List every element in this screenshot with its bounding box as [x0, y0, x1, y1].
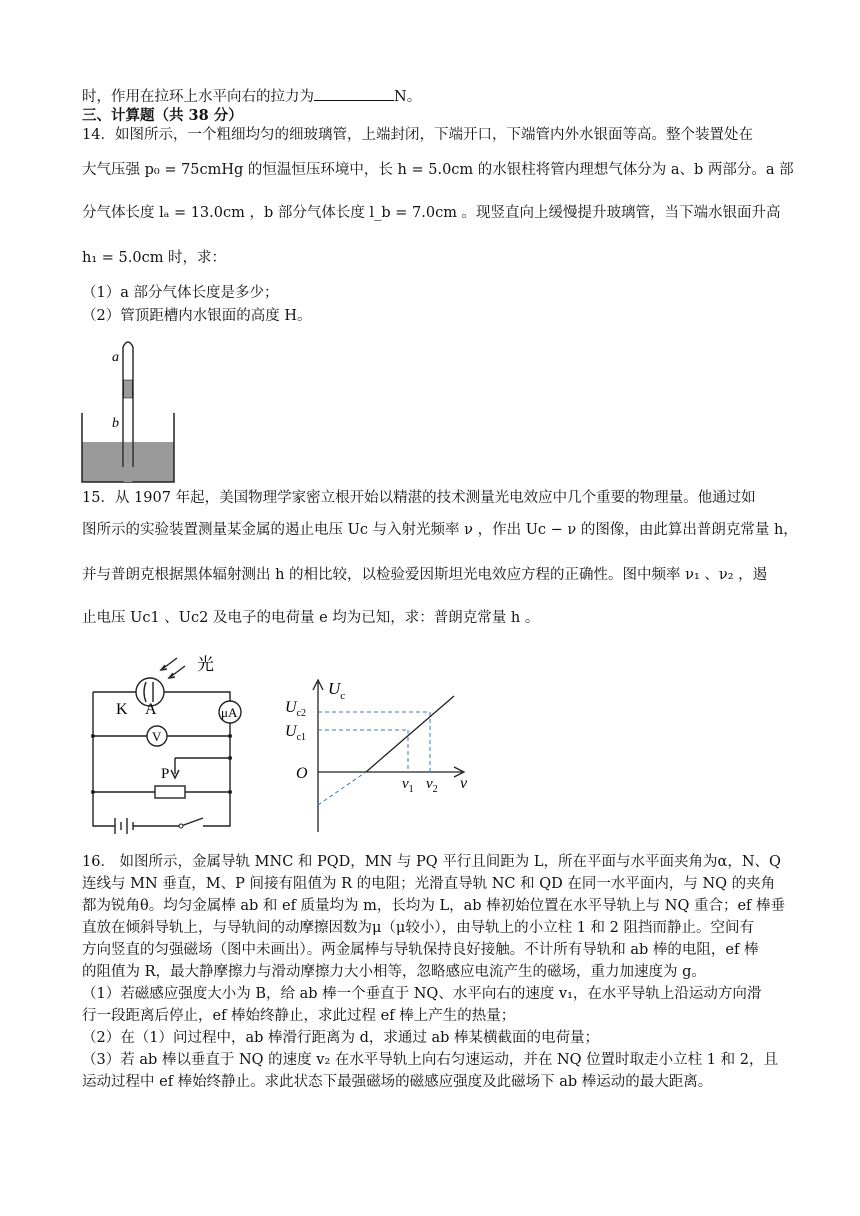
- uc2-label: $U_{c2}$: [285, 699, 307, 719]
- q14-sub1: （1）a 部分气体长度是多少；: [82, 285, 279, 301]
- q16-line1: 16． 如图所示，金属导轨 MNC 和 PQD，MN 与 PQ 平行且间距为 L，所在平面与水平面夹角为α，N、Q: [82, 854, 781, 870]
- photoelectric-circuit: [85, 648, 255, 838]
- q14-line2: 大气压强 p₀ = 75cmHg 的恒温恒压环境中，长 h = 5.0cm 的水银柱将管内理想气体分为 a、b 两部分。a 部: [82, 162, 794, 178]
- q14-line3: 分气体长度 lₐ = 13.0cm ，b 部分气体长度 l_b = 7.0cm 。现竖直向上缓慢提升玻璃管，当下端水银面升高: [82, 205, 781, 221]
- q16-line2: 连线与 MN 垂直，M、P 间接有阻值为 R 的电阻；光滑直导轨 NC 和 QD 在同一水平面内，与 NQ 的夹角: [82, 876, 776, 892]
- microammeter-label: μA: [221, 705, 238, 720]
- q13-answer-line: [82, 86, 421, 107]
- q16-sub2: （2）在（1）问过程中，ab 棒滑行距离为 d，求通过 ab 棒某横截面的电荷量；: [82, 1030, 600, 1046]
- anode-A: A: [145, 701, 157, 718]
- q13-suffix: N。: [394, 89, 422, 105]
- q16-sub3a: （3）若 ab 棒以垂直于 NQ 的速度 v₂ 在水平导轨上向右匀速运动，并在 NQ 位置时取走小立柱 1 和 2，且: [82, 1052, 778, 1068]
- q15-line3: 并与普朗克根据黑体辐射测出 h 的相比较，以检验爱因斯坦光电效应方程的正确性。图中频率 ν₁ 、ν₂ ，遏: [82, 567, 768, 583]
- q14-line4: h₁ = 5.0cm 时，求：: [82, 250, 227, 266]
- v1-label: $\nu_1$: [402, 776, 414, 795]
- slider-P: P: [161, 766, 170, 782]
- q13-prefix: 时，作用在拉环上水平向右的拉力为: [82, 89, 314, 105]
- q15-line4: 止电压 Uc1 、Uc2 及电子的电荷量 e 均为已知，求：普朗克常量 h 。: [82, 610, 540, 626]
- q16-sub1b: 行一段距离后停止，ef 棒始终静止，求此过程 ef 棒上产生的热量；: [82, 1008, 516, 1024]
- voltmeter-label: V: [152, 729, 162, 744]
- q14-line1: 14．如图所示，一个粗细均匀的细玻璃管，上端封闭，下端开口，下端管内外水银面等高。整个装置处在: [82, 127, 753, 143]
- q14-tube-figure: [80, 325, 180, 485]
- uc1-label: $U_{c1}$: [285, 723, 307, 743]
- q16-line5: 方向竖直的匀强磁场（图中未画出）。两金属棒与导轨保持良好接触。不计所有导轨和 ab 棒的电阻，ef 棒: [82, 942, 759, 958]
- label-a: a: [112, 350, 119, 365]
- q16-sub1a: （1）若磁感应强度大小为 B，给 ab 棒一个垂直于 NQ、水平向右的速度 v₁，在水平导轨上沿运动方向滑: [82, 986, 762, 1002]
- light-label: 光: [197, 655, 214, 674]
- x-axis-label: ν: [460, 775, 468, 792]
- y-axis-label: $U_c$: [328, 679, 346, 702]
- q16-line6: 的阻值为 R，最大静摩擦力与滑动摩擦力大小相等，忽略感应电流产生的磁场，重力加速度为 g。: [82, 964, 706, 980]
- origin-label: O: [296, 765, 308, 782]
- label-b: b: [112, 416, 119, 431]
- q15-line1: 15．从 1907 年起，美国物理学家密立根开始以精湛的技术测量光电效应中几个重要的物理量。他通过如: [82, 490, 756, 506]
- q16-line3: 都为锐角θ。均匀金属棒 ab 和 ef 质量均为 m，长均为 L，ab 棒初始位置在水平导轨上与 NQ 重合；ef 棒垂: [82, 898, 786, 914]
- q15-line2: 图所示的实验装置测量某金属的遏止电压 Uc 与入射光频率 ν ，作出 Uc − ν 的图像，由此算出普朗克常量 h，: [82, 522, 798, 538]
- section3-heading: 三、计算题（共 38 分）: [82, 107, 243, 124]
- uc-v-graph: [282, 672, 482, 837]
- q16-sub3b: 运动过程中 ef 棒始终静止。求此状态下最强磁场的磁感应强度及此磁场下 ab 棒运动的最大距离。: [82, 1074, 713, 1090]
- q14-sub2: （2）管顶距槽内水银面的高度 H。: [82, 308, 312, 324]
- cathode-K: K: [116, 701, 128, 718]
- v2-label: $\nu_2$: [426, 776, 438, 795]
- q16-line4: 直放在倾斜导轨上，与导轨间的动摩擦因数为μ（μ较小），由导轨上的小立柱 1 和 2 阻挡而静止。空间有: [82, 920, 754, 936]
- answer-blank: [314, 86, 394, 101]
